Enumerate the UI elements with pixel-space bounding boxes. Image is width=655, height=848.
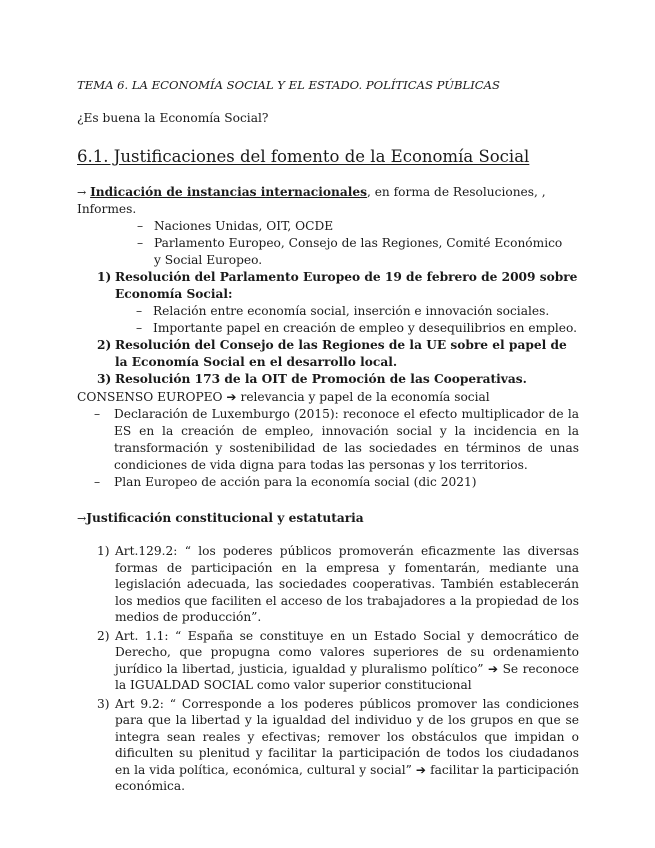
international-lead <box>77 184 579 218</box>
section-heading: 6.1. Justificaciones del fomento de la Economía Social <box>77 147 530 166</box>
resolutions-list <box>77 269 579 388</box>
article-text: Art.129.2: “ los poderes públicos promoverán eficazmente las diversas formas de participación en la empresa y fomentarán, mediante una legislación adecuada, las sociedades cooperativas. También establecerán los medios que faciliten el acceso de los trabajadores a la propiedad de los medios de producción”. <box>115 544 579 624</box>
international-list <box>137 218 572 269</box>
list-item: – Declaración de Luxemburgo (2015): reconoce el efecto multiplicador de la ES en la creación de empleo, innovación social y la incidencia en la transformación y sostenibilidad de las sociedades en términos de unas condiciones de vida digna para todas las personas y los territorios. <box>94 407 579 472</box>
consenso-block <box>77 389 579 491</box>
article-item: 2) Art. 1.1: “ España se constituye en un Estado Social y democrático de Derecho, que propugna como valores superiores de su ordenamiento jurídico la libertad, justicia, igualdad y pluralismo político” ➔ Se reconoce la IGUALDAD SOCIAL como valor superior constitucional <box>97 628 579 692</box>
resolution-item: 1) Resolución del Parlamento Europeo de 19 de febrero de 2009 sobre Economía Social: – Relación entre economía social, inserción e innovación sociales. – Importante papel en creación de empleo y desequilibrios en empleo. <box>97 270 578 335</box>
article-text: Art 9.2: “ Corresponde a los poderes públicos promover las condiciones para que la libertad y la igualdad del individuo y de los grupos en que se integra sean reales y efectivas; remover los obstáculos que impidan o dificulten su plenitud y facilitar la participación de todos los ciudadanos en la vida política, económica, cultural y social” ➔ facilitar la participación económica. <box>115 696 579 793</box>
resolution-text: Resolución 173 de la OIT de Promoción de las Cooperativas. <box>115 372 527 386</box>
international-lead-rest: , en forma de Resoluciones, , Informes. <box>77 185 546 216</box>
resolution-item: 3) Resolución 173 de la OIT de Promoción de las Cooperativas. <box>97 372 527 386</box>
resolution-text: Resolución del Consejo de las Regiones de la UE sobre el papel de la Economía Social en el desarrollo local. <box>115 338 567 369</box>
resolution-text: Resolución del Parlamento Europeo de 19 de febrero de 2009 sobre Economía Social: <box>115 270 578 301</box>
article-item: 1) Art.129.2: “ los poderes públicos promoverán eficazmente las diversas formas de participación en la empresa y fomentarán, mediante una legislación adecuada, las sociedades cooperativas. También establecerán los medios que faciliten el acceso de los trabajadores a la propiedad de los medios de producción”. <box>97 544 579 624</box>
intro-question: ¿Es buena la Economía Social? <box>77 111 269 125</box>
article-text: Art. 1.1: “ España se constituye en un Estado Social y democrático de Derecho, que propugna como valores superiores de su ordenamiento jurídico la libertad, justicia, igualdad y pluralismo político” ➔ Se reconoce la IGUALDAD SOCIAL como valor superior constitucional <box>115 628 579 692</box>
document-title: TEMA 6. LA ECONOMÍA SOCIAL Y EL ESTADO. POLÍTICAS PÚBLICAS <box>77 78 500 92</box>
constitutional-list <box>77 543 579 797</box>
list-item: – Plan Europeo de acción para la economía social (dic 2021) <box>94 475 477 489</box>
article-item: 3) Art 9.2: “ Corresponde a los poderes públicos promover las condiciones para que la libertad y la igualdad del individuo y de los grupos en que se integra sean reales y efectivas; remover los obstáculos que impidan o dificulten su plenitud y facilitar la participación de todos los ciudadanos en la vida política, económica, cultural y social” ➔ facilitar la participación económica. <box>97 696 579 793</box>
arrow-icon: → <box>77 186 87 199</box>
international-block <box>77 184 579 388</box>
consenso-list <box>94 406 579 491</box>
resolution-sublist <box>136 303 579 337</box>
arrow-icon: → <box>77 512 87 525</box>
list-item: – Relación entre economía social, inserción e innovación sociales. <box>136 304 550 318</box>
list-item: – Parlamento Europeo, Consejo de las Regiones, Comité Económico y Social Europeo. <box>137 236 563 267</box>
resolution-item: 2) Resolución del Consejo de las Regiones de la UE sobre el papel de la Economía Social en el desarrollo local. <box>97 338 567 369</box>
list-item: – Naciones Unidas, OIT, OCDE <box>137 219 334 233</box>
constitutional-heading: →Justificación constitucional y estatutaria <box>77 511 364 525</box>
international-lead-bold: Indicación de instancias internacionales <box>90 185 367 199</box>
consenso-lead: CONSENSO EUROPEO ➔ relevancia y papel de la economía social <box>77 390 490 404</box>
list-item: – Importante papel en creación de empleo y desequilibrios en empleo. <box>136 321 578 335</box>
